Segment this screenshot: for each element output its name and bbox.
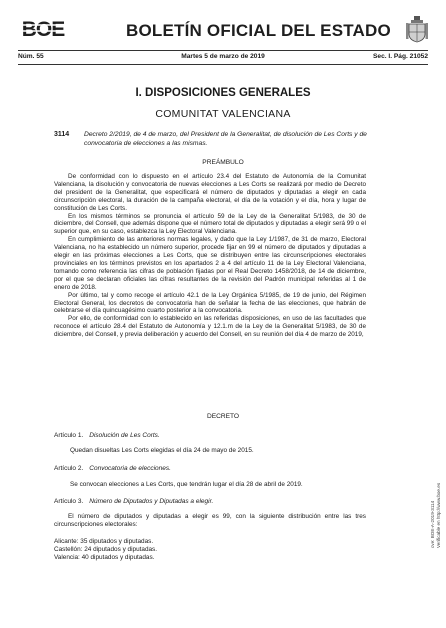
preambulo-body (54, 173, 366, 339)
article-2-text: Se convocan elecciones a Les Corts, que tendrán lugar el día 28 de abril de 2019. (70, 481, 303, 488)
decree-title: Decreto 2/2019, de 4 de marzo, del President de la Generalitat, de disolución de Les Corts y de convocatoria de elecciones a las mismas. (84, 131, 367, 147)
article-number: Artículo 2. (54, 465, 84, 472)
issue-number: Núm. 55 (18, 53, 44, 60)
paragraph: En los mismos términos se pronuncia el artículo 59 de la Ley de la Generalitat 5/1983, de 30 de diciembre, del Consell, que además dispone que el número total de diputados y diputadas a elegir será 99 o el superior que, en su caso, establezca la Ley Electoral Valenciana. (54, 212, 366, 236)
distribution-item: Alicante: 35 diputados y diputadas. (54, 538, 154, 545)
distribution-item: Valencia: 40 diputados y diputadas. (54, 554, 155, 561)
article-number: Artículo 1. (54, 432, 84, 439)
community-heading: COMUNITAT VALENCIANA (155, 108, 291, 120)
paragraph: El número de diputados y diputadas a elegir es 99, con la siguiente distribución entre las tres circunscripciones electorales: (54, 513, 366, 528)
svg-text:BOE: BOE (21, 18, 65, 40)
article-1-text: Quedan disueltas Les Corts elegidas el día 24 de mayo de 2015. (70, 447, 254, 454)
section-page: Sec. I. Pág. 21052 (373, 53, 428, 60)
article-number: Artículo 3. (54, 498, 84, 505)
header-divider-bottom (18, 64, 428, 65)
header-divider (18, 50, 428, 51)
boe-logo (18, 18, 68, 40)
verification-note (430, 483, 442, 548)
distribution-item: Castellón: 24 diputados y diputadas. (54, 546, 158, 553)
header-meta (18, 53, 428, 63)
article-2-heading (54, 465, 171, 472)
article-title: Disolución de Les Corts. (89, 432, 160, 439)
preambulo-heading: PREÁMBULO (202, 159, 244, 166)
page-header (18, 16, 428, 46)
article-3-heading (54, 498, 213, 505)
publication-title: BOLETÍN OFICIAL DEL ESTADO (126, 21, 391, 40)
paragraph: Por último, tal y como recoge el artículo 42.1 de la Ley Orgánica 5/1985, de 19 de junio, del Régimen Electoral General, los decretos de convocatoria han de señalar la fecha de las elecciones, que habrán de celebrarse el día quincuagésimo cuarto posterior a la convocatoria. (54, 291, 366, 315)
paragraph: Por ello, de conformidad con lo establecido en las referidas disposiciones, en uso de las facultades que reconoce el artículo 28.4 del Estatuto de Autonomía y 12.1.m de la Ley de la Generalitat 5/1983, de 30 de diciembre, del Consell, y previa deliberación y acuerdo del Consell, en su reunión del día 4 de marzo de 2019, (54, 315, 366, 339)
verify-url[interactable]: Verificable en http://www.boe.es (436, 482, 441, 548)
article-title: Número de Diputados y Diputadas a elegir. (89, 498, 214, 505)
coat-of-arms-icon (406, 16, 428, 43)
article-3-text (54, 513, 366, 529)
decreto-heading: DECRETO (206, 413, 240, 420)
paragraph: De conformidad con lo dispuesto en el artículo 23.4 del Estatuto de Autonomía de la Comunitat Valenciana, la disolución y convocatoria de nuevas elecciones a Les Corts se realizará por medio de Decreto del president de la Generalitat, que especificará el número de diputados y diputadas a elegir en cada circunscripción electoral, la duración de la campaña electoral, el día de la votación y el día, hora y lugar de constitución de Les Corts. (54, 173, 366, 212)
article-1-heading (54, 432, 160, 439)
article-title: Convocatoria de elecciones. (89, 465, 171, 472)
section-heading: I. DISPOSICIONES GENERALES (135, 87, 311, 99)
cve-code: cve: BOE-A-2019-3114 (430, 500, 435, 548)
paragraph: En cumplimiento de las anteriores normas legales, y dado que la Ley 1/1987, de 31 de marzo, Electoral Valenciana, no ha establecido un número superior, procede fijar en 99 el número de diputados y diputadas a elegir en las próximas elecciones a Les Corts, que se distribuyen entre las circunscripciones electorales provinciales en los términos previstos en los apartados 2 a 4 del artículo 11 de la Ley Electoral Valenciana, tomando como referencia las cifras de población fijadas por el Real Decreto 1458/2018, de 14 de diciembre, por el que se declaran oficiales las cifras resultantes de la revisión del Padrón municipal referidas al 1 de enero de 2018. (54, 236, 366, 291)
issue-date: Martes 5 de marzo de 2019 (181, 53, 265, 60)
entry-number: 3114 (54, 131, 70, 138)
